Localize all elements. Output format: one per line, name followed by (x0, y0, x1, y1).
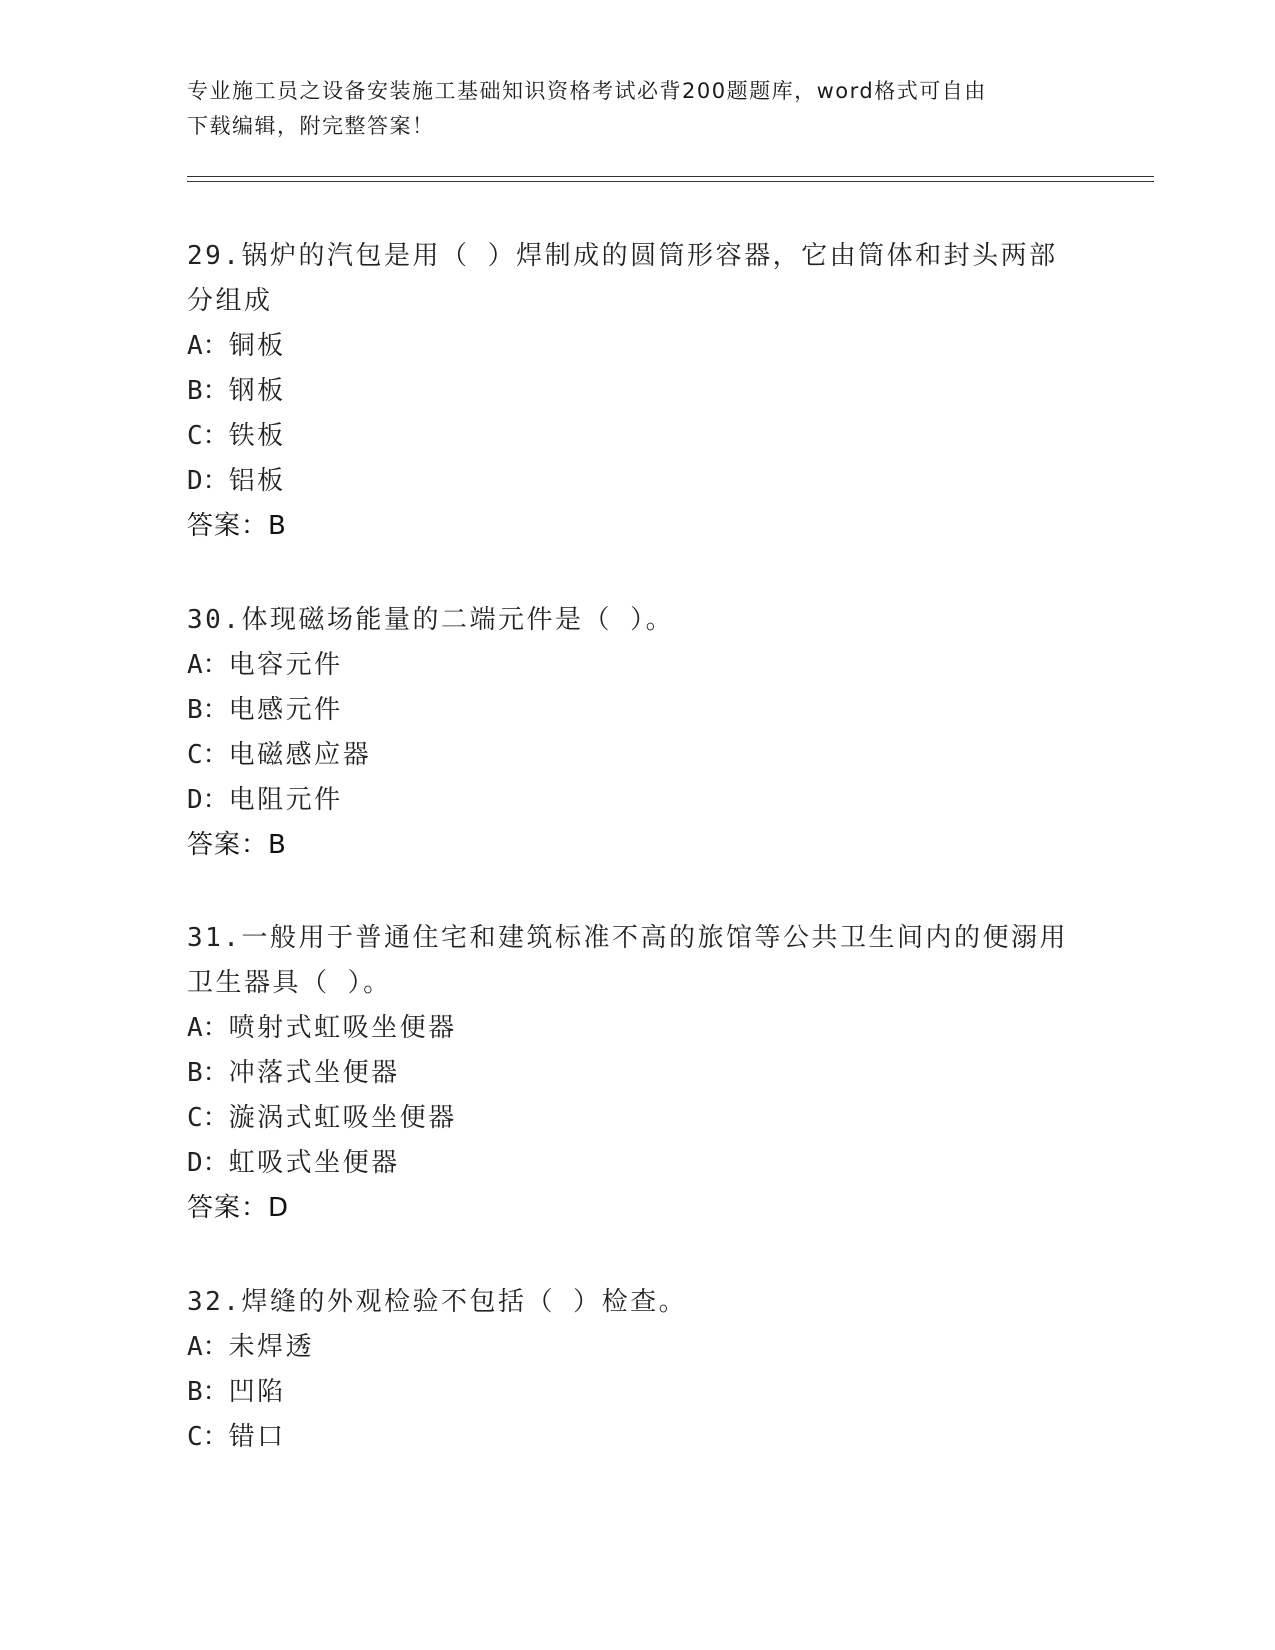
question-stem: 32.焊缝的外观检验不包括（ ）检查。 (187, 1287, 688, 1317)
document-header (187, 74, 1067, 144)
option-letter: B： (187, 695, 229, 725)
option-text: 电感元件 (228, 695, 343, 725)
option-letter: A： (187, 1332, 229, 1362)
option-d (187, 459, 1087, 504)
question-stem-continued: 分组成 (187, 286, 273, 316)
option-letter: A： (187, 331, 229, 361)
question-30 (187, 598, 1087, 868)
option-text: 冲落式坐便器 (228, 1058, 400, 1088)
option-text: 凹陷 (228, 1377, 286, 1407)
option-a (187, 1325, 1087, 1370)
header-divider-bottom (187, 181, 1154, 182)
option-c (187, 733, 1087, 778)
option-d (187, 778, 1087, 823)
header-line-1: 专业施工员之设备安装施工基础知识资格考试必背200题题库，word格式可自由 (187, 79, 987, 103)
option-a (187, 643, 1087, 688)
question-stem: 29.锅炉的汽包是用（ ）焊制成的圆筒形容器，它由筒体和封头两部 (187, 241, 1058, 271)
option-b (187, 1051, 1087, 1096)
question-stem-continued: 卫生器具（ ）。 (187, 968, 392, 998)
option-letter: D： (187, 466, 229, 496)
option-text: 漩涡式虹吸坐便器 (228, 1103, 457, 1133)
question-29 (187, 234, 1087, 549)
option-b (187, 369, 1087, 414)
option-text: 电阻元件 (228, 785, 343, 815)
option-text: 铁板 (228, 421, 286, 451)
option-letter: B： (187, 1377, 229, 1407)
option-letter: B： (187, 1058, 229, 1088)
option-a (187, 324, 1087, 369)
option-text: 电容元件 (228, 650, 343, 680)
answer: 答案：B (187, 830, 287, 860)
option-text: 错口 (228, 1422, 286, 1452)
header-line-2: 下载编辑，附完整答案！ (187, 114, 435, 138)
option-letter: D： (187, 785, 229, 815)
option-a (187, 1006, 1087, 1051)
option-letter: C： (187, 421, 229, 451)
option-letter: A： (187, 1013, 229, 1043)
option-text: 未焊透 (228, 1332, 315, 1362)
option-text: 钢板 (228, 376, 286, 406)
option-text: 喷射式虹吸坐便器 (228, 1013, 457, 1043)
option-c (187, 414, 1087, 459)
question-stem: 30.体现磁场能量的二端元件是（ ）。 (187, 605, 675, 635)
option-b (187, 1370, 1087, 1415)
option-letter: C： (187, 1422, 229, 1452)
question-stem: 31.一般用于普通住宅和建筑标准不高的旅馆等公共卫生间内的便溺用 (187, 923, 1068, 953)
option-letter: C： (187, 1103, 229, 1133)
question-31 (187, 916, 1087, 1231)
option-letter: D： (187, 1148, 229, 1178)
option-b (187, 688, 1087, 733)
option-text: 铜板 (228, 331, 286, 361)
option-letter: A： (187, 650, 229, 680)
option-d (187, 1141, 1087, 1186)
option-c (187, 1096, 1087, 1141)
option-text: 电磁感应器 (228, 740, 372, 770)
option-text: 虹吸式坐便器 (228, 1148, 400, 1178)
option-letter: C： (187, 740, 229, 770)
answer: 答案：D (187, 1193, 290, 1223)
header-divider-top (187, 176, 1154, 177)
option-letter: B： (187, 376, 229, 406)
question-32 (187, 1280, 1087, 1460)
option-text: 铝板 (228, 466, 286, 496)
option-c (187, 1415, 1087, 1460)
answer: 答案：B (187, 511, 287, 541)
